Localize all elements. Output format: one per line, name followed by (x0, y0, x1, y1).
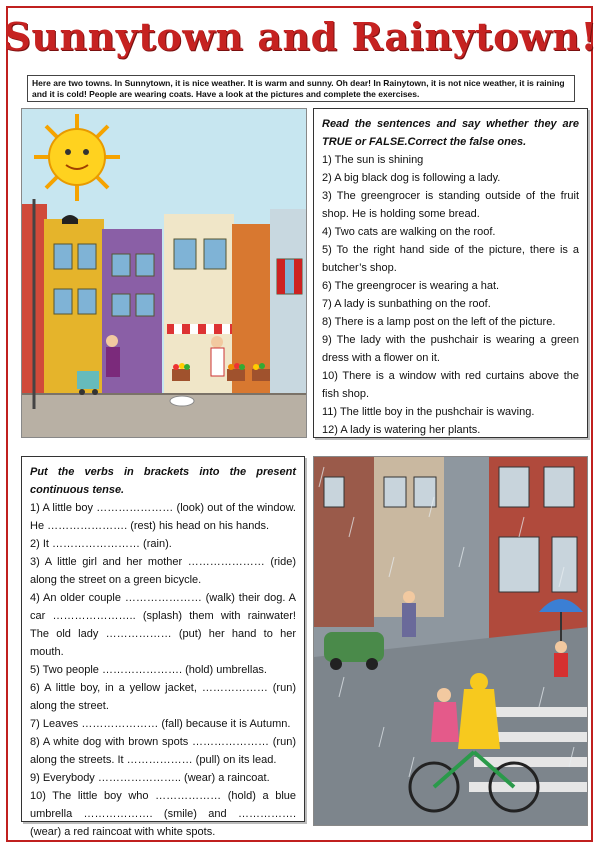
exercise-1-item: 5) To the right hand side of the picture, there is a butcher’s shop. (322, 244, 579, 274)
exercise-1-instruction: Read the sentences and say whether they are TRUE or FALSE.Correct the false ones. (322, 118, 579, 148)
exercise-1-item: 9) The lady with the pushchair is wearing a green dress with a flower on it. (322, 334, 579, 364)
intro-text: Here are two towns. In Sunnytown, it is nice weather. It is warm and sunny. Oh dear! In Rainytown, it is not nice weather, it is raining and it is cold! People are wearing coats. Have a look at the pictures and complete the exercises. (27, 75, 575, 102)
exercise-1-item: 4) Two cats are walking on the roof. (322, 226, 496, 238)
exercise-2-instruction: Put the verbs in brackets into the present continuous tense. (30, 466, 296, 496)
exercise-1-item: 7) A lady is sunbathing on the roof. (322, 298, 491, 310)
exercise-1-item: 10) There is a window with red curtains above the fish shop. (322, 370, 579, 400)
exercise-2-item: 4) An older couple ………………… (walk) their dog. A car ………………….. (splash) them with rainwater! The old lady ……………… (put) her hand to her mouth. (30, 592, 296, 658)
exercise-2-item: 5) Two people …………………. (hold) umbrellas. (30, 664, 267, 676)
exercise-1-item: 1) The sun is shining (322, 154, 424, 166)
exercise-2-item: 2) It …………………… (rain). (30, 538, 172, 550)
exercise-1-item: 8) There is a lamp post on the left of the picture. (322, 316, 556, 328)
exercise-2-item: 1) A little boy ………………… (look) out of the window. He …………………. (rest) his head on his hands. (30, 502, 296, 532)
page-title: Sunnytown and Rainytown! (3, 14, 598, 59)
exercise-2-item: 10) The little boy who ……………… (hold) a blue umbrella ………………. (smile) and ……………. (wear) a red raincoat with white spots. (30, 790, 296, 838)
exercise-2-item: 6) A little boy, in a yellow jacket, ……………… (run) along the street. (30, 682, 296, 712)
exercise-1-item: 11) The little boy in the pushchair is waving. (322, 406, 535, 418)
sunnytown-illustration (21, 108, 307, 438)
exercise-present-continuous (21, 456, 305, 838)
exercise-2-item: 8) A white dog with brown spots ………………… (run) along the streets. It ……………… (pull) on its lead. (30, 736, 296, 766)
exercise-true-false (313, 108, 588, 438)
rainytown-illustration (313, 456, 588, 826)
exercise-2-item: 9) Everybody ………………….. (wear) a raincoat. (30, 772, 270, 784)
exercise-1-item: 2) A big black dog is following a lady. (322, 172, 501, 184)
sun-icon (34, 114, 120, 201)
exercise-2-item: 7) Leaves ………………… (fall) because it is Autumn. (30, 718, 291, 730)
exercise-2-item: 3) A little girl and her mother ………………… (ride) along the street on a green bicycle. (30, 556, 296, 586)
exercise-1-item: 6) The greengrocer is wearing a hat. (322, 280, 500, 292)
exercise-1-item: 12) A lady is watering her plants. (322, 424, 481, 436)
exercise-1-item: 3) The greengrocer is standing outside of the fruit shop. He is holding some bread. (322, 190, 579, 220)
